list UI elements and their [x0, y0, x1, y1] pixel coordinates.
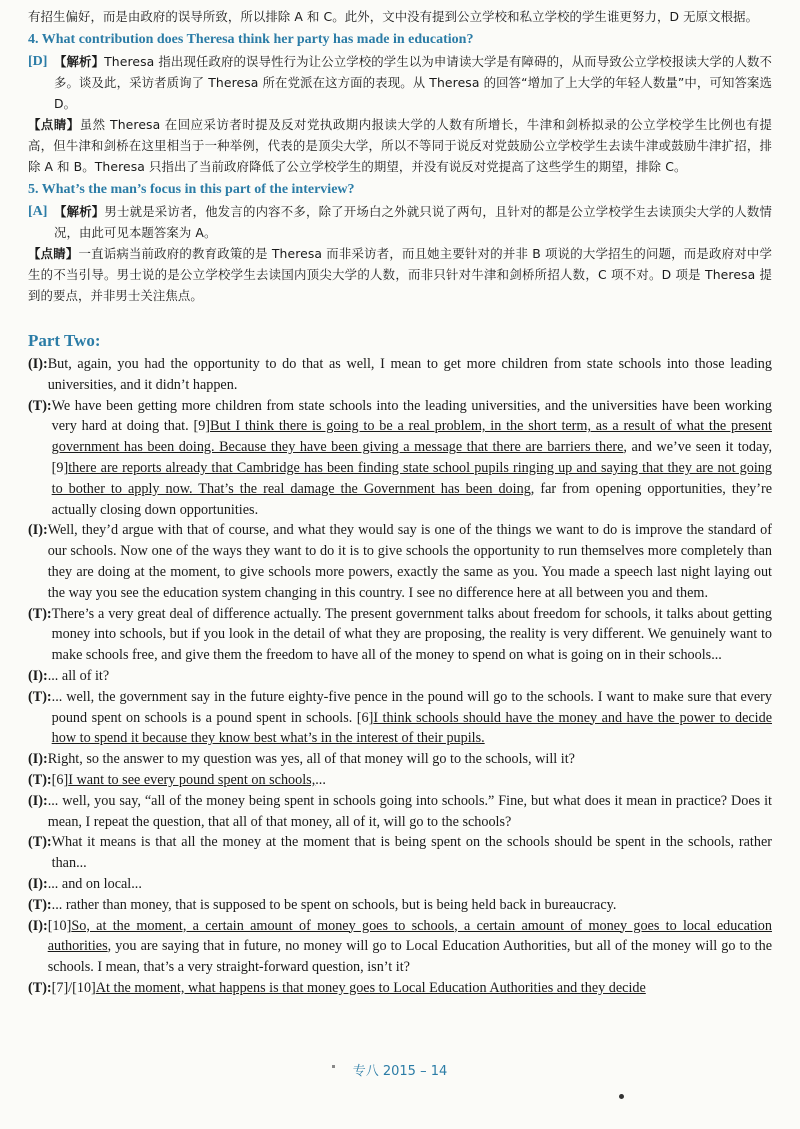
question-5-heading: 5. What’s the man’s focus in this part of the interview?: [28, 182, 355, 197]
transcript-turn: [28, 604, 772, 666]
transcript-turn: [28, 687, 772, 749]
transcript-turn: [28, 916, 772, 978]
speaker-label: (I):: [28, 751, 48, 768]
analysis-tag: 【解析】: [54, 204, 105, 219]
speaker-label: (I):: [28, 522, 48, 539]
question-4-analysis: [28, 51, 772, 114]
analysis-tag: 【解析】: [54, 54, 105, 69]
text-segment: But, again, you had the opportunity to do that as well, I mean to get more children from state schools into those leading universities, and it didn’t happen.: [47, 356, 772, 393]
turn-text: [52, 832, 772, 874]
comment-text: 一直诟病当前政府的教育政策的是 Theresa 而非采访者，而且她主要针对的并非 B 项说的大学招生的问题，而是政府对中学生的不当引导。男士说的是公立学校学生去读国内顶尖大学的人数，而非只针对牛津和剑桥所招人数，C 项不对。D 项是 Theresa 提到的要点，并非男士关注焦点。: [28, 246, 772, 303]
text-segment: , you are saying that in future, no money will go to Local Education Authorities, but all of the money will go to the schools. I mean, that’s a very straight-forward question, isn’t it?: [47, 938, 772, 976]
question-5-comment: [28, 243, 772, 306]
text-segment: What it means is that all the money at the moment that is being spent on the schools should be spent in the schools, rather than...: [51, 834, 772, 872]
text-segment: [7]/[10]: [51, 979, 96, 996]
transcript-turn: [28, 520, 772, 603]
turn-text: [48, 791, 772, 833]
underlined-segment: So, at the moment, a certain amount of money goes to schools, a certain amount of money goes to local education authorities: [47, 917, 772, 955]
comment-text: 虽然 Theresa 在回应采访者时提及反对党执政期内报读大学的人数有所增长，牛津和剑桥拟录的公立学校学生比例也有提高，但牛津和剑桥在这里相当于一种举例，代表的是顶尖大学，所以不等同于说反对党鼓励公立学校学生去读牛津或鼓励牛津扩招，排除 A 和 B。Theresa 只指出了当前政府降低了公立学校学生的期望，并没有说反对党提高了这些学生的期望，排除 C。: [28, 117, 772, 174]
text-segment: ... rather than money, that is supposed to be spent on schools, but is being held back in bureaucracy.: [51, 896, 617, 913]
speaker-label: (I):: [28, 667, 48, 684]
text-segment: ... and on local...: [47, 875, 142, 892]
speaker-label: (T):: [28, 605, 52, 622]
answer-letter: [D]: [28, 54, 48, 69]
transcript: [28, 354, 772, 999]
text-segment: , and we’ve seen it today, [9]: [51, 439, 772, 476]
underlined-segment: I think schools should have the money and have the power to decide how to spend it because they know best what’s in the interest of their pupils.: [51, 709, 772, 747]
question-4-heading: 4. What contribution does Theresa think her party has made in education?: [28, 32, 474, 47]
underlined-segment: But I think there is going to be a real problem, in the short term, as a result of what the present government has been doing. Because they have been giving a message that there are barriers there: [51, 418, 772, 456]
turn-text: [52, 396, 772, 521]
transcript-turn: [28, 396, 772, 521]
turn-text: [48, 874, 772, 895]
turn-text: [52, 978, 772, 999]
transcript-turn: [28, 895, 772, 916]
speaker-label: (I):: [28, 875, 48, 892]
text-segment: ... well, the government say in the future eighty-five pence in the pound will go to the schools. I want to make sure that every pound spent on schools is a pound spent in schools. [6]: [51, 688, 772, 726]
turn-text: [52, 604, 772, 666]
intro-paragraph: 有招生偏好，而是由政府的误导所致，所以排除 A 和 C。此外，文中没有提到公立学校和私立学校的学生谁更努力，D 无原文根据。: [28, 9, 759, 24]
transcript-turn: [28, 354, 772, 396]
turn-text: [48, 520, 772, 603]
question-5-analysis: [28, 201, 772, 243]
document-page: [28, 6, 772, 999]
transcript-turn: [28, 832, 772, 874]
text-segment: We have been getting more children from state schools into the leading universities, and the universities have been working very hard at doing that. [9]: [51, 397, 772, 435]
speaker-label: (T):: [28, 397, 52, 414]
text-segment: , far from opening opportunities, they’re actually closing down opportunities.: [51, 480, 772, 518]
page-dot: [619, 1094, 624, 1099]
text-segment: ... well, you say, “all of the money being spent in schools going into schools.” Fine, but what does it mean in practice? Does it mean, I repeat the question, that all of that money, all of it, will go to the schools?: [47, 792, 772, 830]
turn-text: [48, 354, 772, 396]
text-segment: There’s a very great deal of difference actually. The present government talks about freedom for schools, it talks about getting money into schools, but if you look in the detail of what they are proposing, the reality is very different. We genuinely want to make schools free, and give them the freedom to have all of the money to spend on what is going on in their schools...: [51, 605, 772, 664]
text-segment: Right, so the answer to my question was yes, all of that money will go to the schools, will it?: [47, 751, 575, 768]
speaker-label: (I):: [28, 917, 48, 934]
part-two-title: Part Two:: [28, 331, 101, 350]
question-4-comment: [28, 114, 772, 177]
text-segment: ... all of it?: [47, 667, 110, 684]
underlined-segment: I want to see every pound spent on schools,: [68, 771, 316, 788]
text-segment: ...: [315, 771, 326, 788]
turn-text: [52, 687, 772, 749]
turn-text: [48, 916, 772, 978]
text-segment: [6]: [51, 771, 69, 788]
turn-text: [52, 895, 772, 916]
turn-text: [48, 666, 772, 687]
speaker-label: (I):: [28, 356, 48, 372]
speaker-label: (T):: [28, 688, 52, 705]
speaker-label: (T):: [28, 771, 52, 788]
turn-text: [48, 749, 772, 770]
speaker-label: (T):: [28, 834, 52, 851]
underlined-segment: there are reports already that Cambridge has been finding state school pupils ringing up and saying that they are not going to bother to apply now. That’s the real damage the Government has been doing: [51, 459, 772, 497]
analysis-text: 男士就是采访者，他发言的内容不多，除了开场白之外就只说了两句，且针对的都是公立学校学生去读顶尖大学的人数情况，由此可见本题答案为 A。: [54, 204, 772, 240]
answer-letter: [A]: [28, 204, 48, 219]
speaker-label: (T):: [28, 979, 52, 996]
page-footer: 专八 2015 – 14: [352, 1064, 448, 1079]
comment-tag: 【点睛】: [28, 246, 79, 261]
text-segment: Well, they’d argue with that of course, and what they would say is one of the things we want to do is improve the standard of our schools. Now one of the ways they want to do it is to give schools the opportunity to run themselves more completely than they are doing at the moment, to give schools more powers, exactly the same as you. You made a speech last night laying out the way you see the education system changing in this country. I see no difference here at all between you and them.: [47, 522, 772, 601]
text-segment: [10]: [47, 917, 72, 934]
transcript-turn: [28, 978, 772, 999]
underlined-segment: At the moment, what happens is that money goes to Local Education Authorities and they decide: [95, 979, 646, 996]
transcript-turn: [28, 791, 772, 833]
turn-text: [52, 770, 772, 791]
transcript-turn: [28, 770, 772, 791]
transcript-turn: [28, 666, 772, 687]
comment-tag: 【点睛】: [28, 117, 80, 132]
speaker-label: (T):: [28, 896, 52, 913]
transcript-turn: [28, 874, 772, 895]
analysis-text: Theresa 指出现任政府的误导性行为让公立学校的学生以为申请读大学是有障碍的，从而导致公立学校报读大学的人数不多。谈及此，采访者质询了 Theresa 所在党派在这方面的表现。从 Theresa 的回答“增加了上大学的年轻人数量”中，可知答案选 D。: [54, 54, 772, 111]
transcript-turn: [28, 749, 772, 770]
speaker-label: (I):: [28, 792, 48, 809]
